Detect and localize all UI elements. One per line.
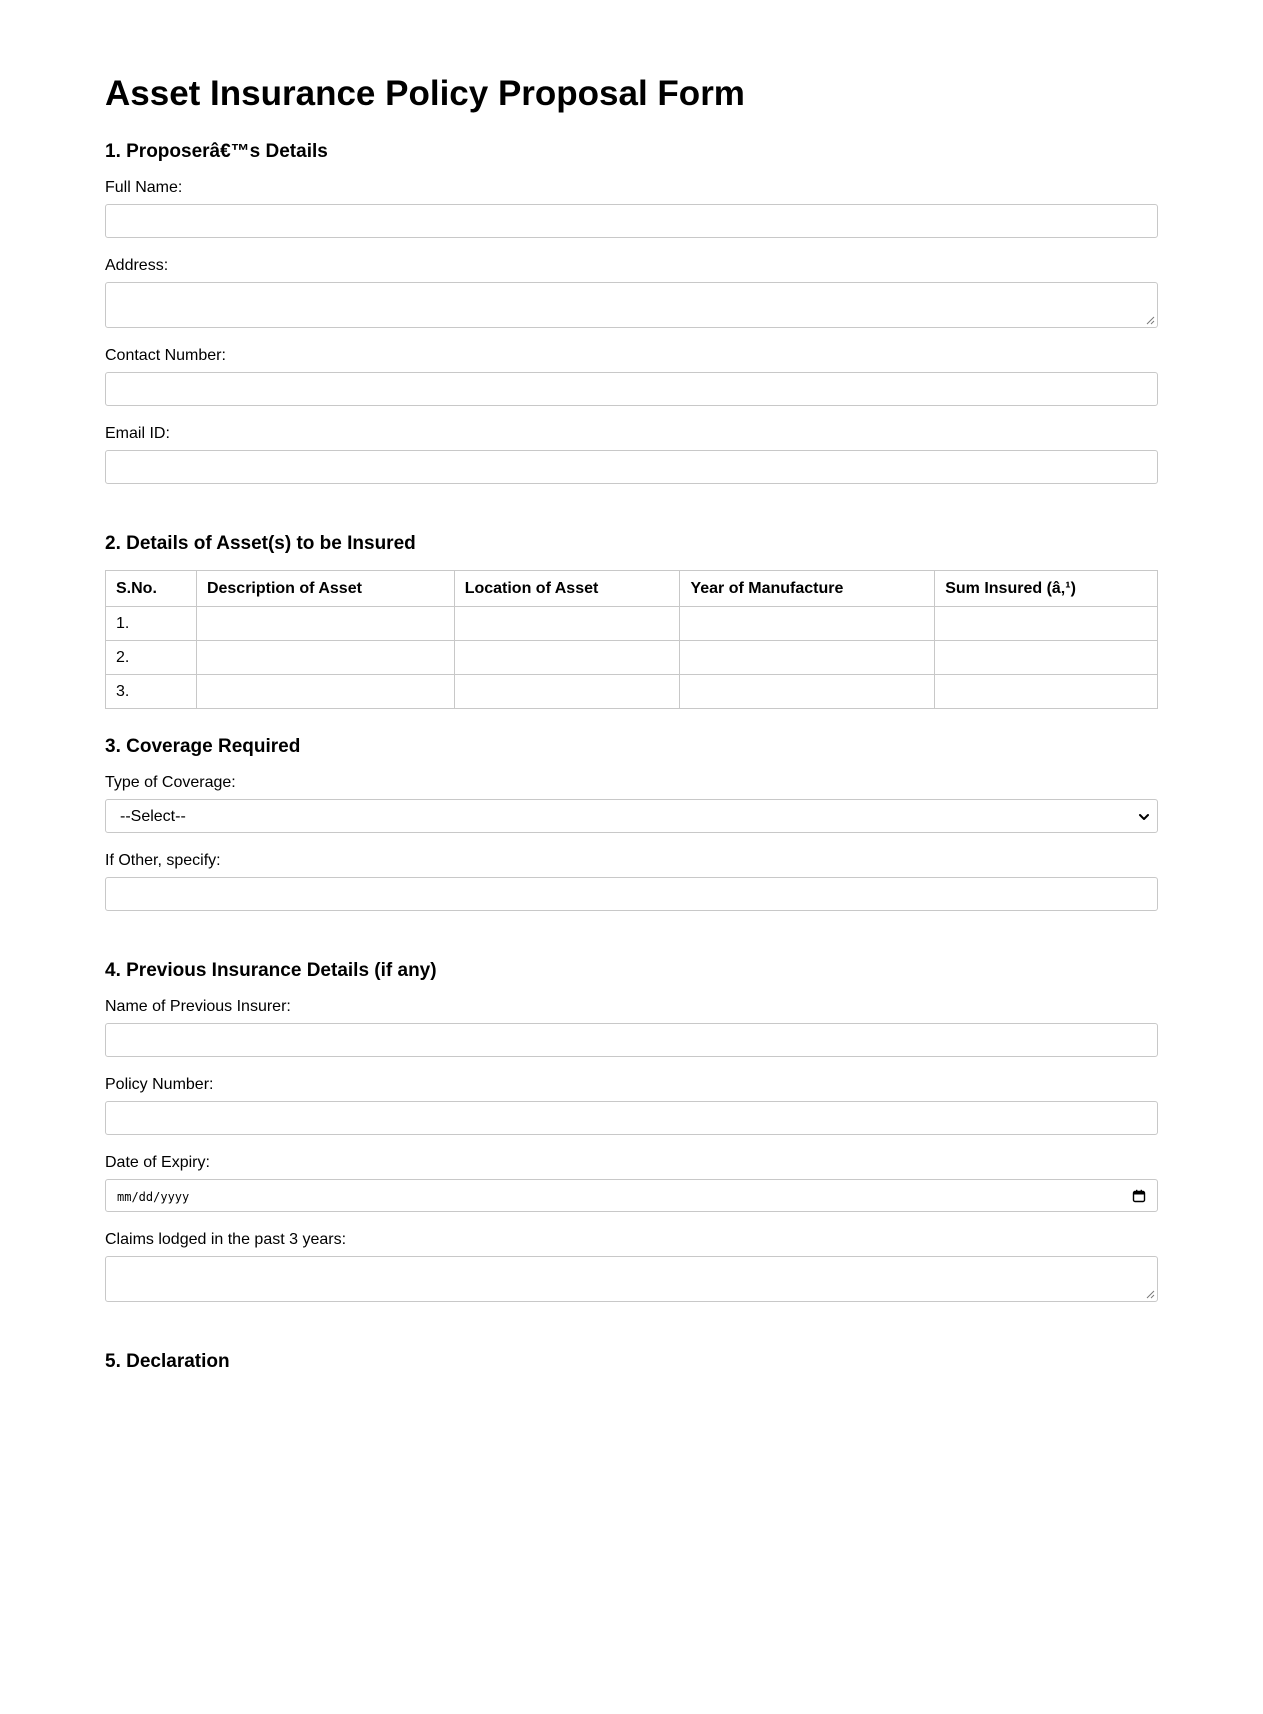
claims-label: Claims lodged in the past 3 years:	[105, 1231, 347, 1248]
assets-table	[105, 570, 1158, 709]
row-year[interactable]	[680, 607, 935, 641]
policy-number-label: Policy Number:	[105, 1076, 214, 1093]
expiry-date-input[interactable]	[105, 1179, 1158, 1212]
row-location[interactable]	[454, 607, 680, 641]
previous-insurer-input[interactable]	[105, 1023, 1158, 1057]
contact-number-input[interactable]	[105, 372, 1158, 406]
resize-grip-icon[interactable]	[1146, 316, 1155, 325]
table-row	[106, 607, 1158, 641]
coverage-type-selected-value: --Select--	[120, 808, 186, 825]
row-location[interactable]	[454, 641, 680, 675]
row-sno: 2.	[106, 641, 197, 675]
other-coverage-label: If Other, specify:	[105, 852, 221, 869]
row-description[interactable]	[196, 675, 454, 709]
header-location: Location of Asset	[454, 571, 680, 607]
resize-grip-icon[interactable]	[1146, 1290, 1155, 1299]
claims-textarea[interactable]	[105, 1256, 1158, 1302]
table-header-row	[106, 571, 1158, 607]
row-description[interactable]	[196, 607, 454, 641]
row-year[interactable]	[680, 675, 935, 709]
row-year[interactable]	[680, 641, 935, 675]
coverage-type-label: Type of Coverage:	[105, 774, 236, 791]
section-proposer-heading: 1. Proposerâ€™s Details	[105, 141, 328, 162]
page-title: Asset Insurance Policy Proposal Form	[105, 74, 745, 113]
previous-insurer-label: Name of Previous Insurer:	[105, 998, 291, 1015]
expiry-date-label: Date of Expiry:	[105, 1154, 210, 1171]
section-spacer	[105, 502, 1158, 532]
email-label: Email ID:	[105, 425, 170, 442]
section-assets-heading: 2. Details of Asset(s) to be Insured	[105, 533, 416, 554]
section-previous-insurance-heading: 4. Previous Insurance Details (if any)	[105, 960, 437, 981]
policy-number-input[interactable]	[105, 1101, 1158, 1135]
table-row	[106, 675, 1158, 709]
row-sno: 3.	[106, 675, 197, 709]
section-declaration-heading: 5. Declaration	[105, 1351, 230, 1372]
header-sum-insured: Sum Insured (â‚¹)	[935, 571, 1158, 607]
expiry-date-placeholder: mm/dd/yyyy	[117, 1190, 190, 1204]
row-sno: 1.	[106, 607, 197, 641]
section-coverage-heading: 3. Coverage Required	[105, 736, 301, 757]
header-year: Year of Manufacture	[680, 571, 935, 607]
row-sum-insured[interactable]	[935, 607, 1158, 641]
calendar-icon[interactable]	[1132, 1189, 1146, 1203]
section-spacer	[105, 1320, 1158, 1350]
row-sum-insured[interactable]	[935, 641, 1158, 675]
full-name-label: Full Name:	[105, 179, 183, 196]
other-coverage-input[interactable]	[105, 877, 1158, 911]
chevron-down-icon	[1137, 810, 1151, 824]
email-input[interactable]	[105, 450, 1158, 484]
address-textarea[interactable]	[105, 282, 1158, 328]
header-description: Description of Asset	[196, 571, 454, 607]
row-sum-insured[interactable]	[935, 675, 1158, 709]
coverage-type-select[interactable]	[105, 799, 1158, 833]
table-row	[106, 641, 1158, 675]
contact-number-label: Contact Number:	[105, 347, 226, 364]
row-description[interactable]	[196, 641, 454, 675]
row-location[interactable]	[454, 675, 680, 709]
address-label: Address:	[105, 257, 169, 274]
full-name-input[interactable]	[105, 204, 1158, 238]
header-sno: S.No.	[106, 571, 197, 607]
section-spacer	[105, 929, 1158, 959]
